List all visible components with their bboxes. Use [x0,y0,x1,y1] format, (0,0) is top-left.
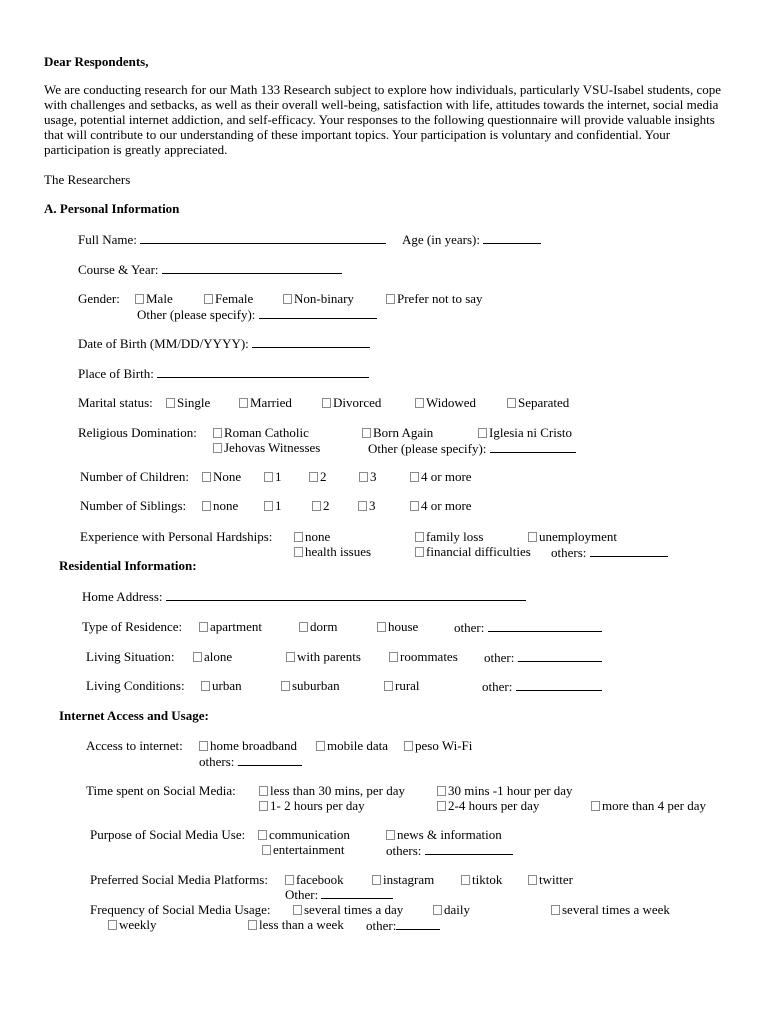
living-situation-option[interactable]: alone [193,649,232,664]
checkbox-icon[interactable] [528,875,537,885]
checkbox-icon[interactable] [166,398,175,408]
living-conditions-other-line[interactable] [516,678,602,691]
marital-option[interactable]: Married [239,395,292,410]
platforms-label: Preferred Social Media Platforms: [90,872,268,887]
checkbox-icon[interactable] [199,622,208,632]
religion-option[interactable]: Iglesia ni Cristo [478,425,572,440]
access-option[interactable]: mobile data [316,738,388,753]
intro-paragraph: We are conducting research for our Math 133 Research subject to explore how individuals, particularly VSU-Isabel students, cope with challenges and setbacks, as well as their overall well-being, satisfaction with life, attitudes towards the internet, social media usage, potential internet addiction, and self-efficacy. Your responses to the following questionnaire will provide valuable insights that will contribute to our understanding of these important topics. Your participation is voluntary and confidential. Your participation is greatly appreciated. [44,82,722,157]
frequency-option[interactable]: several times a week [551,902,670,917]
platforms-option[interactable]: twitter [528,872,573,887]
marital-option[interactable]: Separated [507,395,569,410]
time-option[interactable]: less than 30 mins, per day [259,783,405,798]
purpose-option[interactable]: entertainment [262,842,344,857]
section-heading-personal: A. Personal Information [44,201,180,216]
checkbox-icon[interactable] [135,294,144,304]
section-heading-internet: Internet Access and Usage: [59,708,209,723]
checkbox-icon[interactable] [213,428,222,438]
gender-option[interactable]: Prefer not to say [386,291,483,306]
age-line[interactable] [483,231,541,244]
checkbox-icon[interactable] [410,472,419,482]
checkbox-icon[interactable] [478,428,487,438]
checkbox-icon[interactable] [362,428,371,438]
hardships-label: Experience with Personal Hardships: [80,529,273,544]
living-conditions-option[interactable]: rural [384,678,420,693]
living-situation-other-field[interactable] [484,649,602,665]
frequency-other-line[interactable] [396,917,440,930]
course-year-field[interactable] [78,261,342,277]
religion-other-line[interactable] [490,440,576,453]
checkbox-icon[interactable] [410,501,419,511]
checkbox-icon[interactable] [415,398,424,408]
residence-type-label: Type of Residence: [82,619,183,634]
hardships-option[interactable]: family loss [415,529,483,544]
living-situation-other-line[interactable] [518,649,602,662]
checkbox-icon[interactable] [202,501,211,511]
residence-type-other-label: other: [454,620,485,635]
checkbox-icon[interactable] [285,875,294,885]
hardships-option[interactable]: financial difficulties [415,544,531,559]
checkbox-icon[interactable] [309,472,318,482]
checkbox-icon[interactable] [293,905,302,915]
siblings-label: Number of Siblings: [80,498,187,513]
religion-label: Religious Domination: [78,425,197,440]
gender-label: Gender: [78,291,120,306]
checkbox-icon[interactable] [248,920,257,930]
access-option[interactable]: peso Wi-Fi [404,738,472,753]
platforms-option[interactable]: tiktok [461,872,502,887]
siblings-option[interactable]: 4 or more [410,498,472,513]
hardships-other-field[interactable] [551,544,668,560]
full-name-field[interactable] [78,231,386,247]
signoff: The Researchers [44,172,131,187]
platforms-option[interactable]: facebook [285,872,344,887]
hardships-other-line[interactable] [590,544,668,557]
frequency-label: Frequency of Social Media Usage: [90,902,271,917]
gender-option[interactable]: Female [204,291,253,306]
age-label: Age (in years): [402,232,480,247]
frequency-other-field[interactable] [366,917,440,933]
living-conditions-option[interactable]: suburban [281,678,340,693]
children-label: Number of Children: [80,469,190,484]
gender-other-line[interactable] [259,306,377,319]
dob-field[interactable] [78,335,370,351]
checkbox-icon[interactable] [404,741,413,751]
living-conditions-other-field[interactable] [482,678,602,694]
checkbox-icon[interactable] [461,875,470,885]
religion-option[interactable]: Jehovas Witnesses [213,440,320,455]
checkbox-icon[interactable] [384,681,393,691]
time-option[interactable]: more than 4 per day [591,798,706,813]
checkbox-icon[interactable] [359,472,368,482]
greeting: Dear Respondents, [44,54,149,69]
dob-label: Date of Birth (MM/DD/YYYY): [78,336,249,351]
address-field[interactable] [82,588,526,604]
purpose-other-line[interactable] [425,842,513,855]
platforms-other-label: Other: [285,887,319,902]
purpose-option[interactable]: news & information [386,827,502,842]
frequency-option[interactable]: weekly [108,917,157,932]
course-year-label: Course & Year: [78,262,159,277]
living-conditions-label: Living Conditions: [86,678,185,693]
checkbox-icon[interactable] [193,652,202,662]
checkbox-icon[interactable] [528,532,537,542]
gender-other-field[interactable] [137,306,377,322]
living-situation-other-label: other: [484,650,515,665]
checkbox-icon[interactable] [264,472,273,482]
frequency-option[interactable]: daily [433,902,470,917]
hardships-other-label: others: [551,545,587,560]
gender-option[interactable]: Non-binary [283,291,354,306]
checkbox-icon[interactable] [507,398,516,408]
checkbox-icon[interactable] [286,652,295,662]
religion-other-label: Other (please specify): [368,441,487,456]
checkbox-icon[interactable] [259,801,268,811]
time-option[interactable]: 2-4 hours per day [437,798,539,813]
purpose-other-field[interactable] [386,842,513,858]
marital-label: Marital status: [78,395,153,410]
religion-option[interactable]: Born Again [362,425,433,440]
hardships-option[interactable]: none [294,529,330,544]
purpose-label: Purpose of Social Media Use: [90,827,246,842]
checkbox-icon[interactable] [389,652,398,662]
checkbox-icon[interactable] [299,622,308,632]
residence-type-other-line[interactable] [488,619,602,632]
section-heading-residential: Residential Information: [59,558,197,573]
gender-option[interactable]: Male [135,291,173,306]
checkbox-icon[interactable] [551,905,560,915]
checkbox-icon[interactable] [591,801,600,811]
full-name-line[interactable] [140,231,386,244]
hardships-option[interactable]: health issues [294,544,371,559]
age-field[interactable] [402,231,541,247]
checkbox-icon[interactable] [358,501,367,511]
pob-line[interactable] [157,365,369,378]
living-conditions-other-label: other: [482,679,513,694]
checkbox-icon[interactable] [262,845,271,855]
children-option[interactable]: 3 [359,469,377,484]
platforms-option[interactable]: instagram [372,872,434,887]
residence-type-option[interactable]: dorm [299,619,337,634]
religion-option[interactable]: Roman Catholic [213,425,309,440]
frequency-option[interactable]: less than a week [248,917,344,932]
residence-type-option[interactable]: apartment [199,619,262,634]
checkbox-icon[interactable] [415,532,424,542]
checkbox-icon[interactable] [433,905,442,915]
access-other-label: others: [199,754,235,769]
siblings-option[interactable]: 1 [264,498,282,513]
checkbox-icon[interactable] [239,398,248,408]
access-label: Access to internet: [86,738,183,753]
living-conditions-option[interactable]: urban [201,678,242,693]
access-option[interactable]: home broadband [199,738,297,753]
marital-option[interactable]: Widowed [415,395,476,410]
checkbox-icon[interactable] [204,294,213,304]
checkbox-icon[interactable] [283,294,292,304]
checkbox-icon[interactable] [294,547,303,557]
access-other-field[interactable] [199,753,302,769]
checkbox-icon[interactable] [202,472,211,482]
living-situation-option[interactable]: with parents [286,649,361,664]
siblings-option[interactable]: 2 [312,498,330,513]
frequency-option[interactable]: several times a day [293,902,403,917]
checkbox-icon[interactable] [281,681,290,691]
purpose-option[interactable]: communication [258,827,350,842]
checkbox-icon[interactable] [322,398,331,408]
checkbox-icon[interactable] [258,830,267,840]
hardships-option[interactable]: unemployment [528,529,617,544]
living-situation-label: Living Situation: [86,649,175,664]
full-name-label: Full Name: [78,232,137,247]
access-other-line[interactable] [238,753,302,766]
checkbox-icon[interactable] [415,547,424,557]
pob-field[interactable] [78,365,369,381]
checkbox-icon[interactable] [377,622,386,632]
time-option[interactable]: 30 mins -1 hour per day [437,783,573,798]
checkbox-icon[interactable] [316,741,325,751]
checkbox-icon[interactable] [372,875,381,885]
dob-line[interactable] [252,335,370,348]
checkbox-icon[interactable] [108,920,117,930]
checkbox-icon[interactable] [264,501,273,511]
marital-option[interactable]: Single [166,395,210,410]
checkbox-icon[interactable] [386,830,395,840]
checkbox-icon[interactable] [294,532,303,542]
purpose-other-label: others: [386,843,422,858]
residence-type-option[interactable]: house [377,619,418,634]
checkbox-icon[interactable] [312,501,321,511]
checkbox-icon[interactable] [437,786,446,796]
children-option[interactable]: 1 [264,469,282,484]
religion-other-field[interactable] [368,440,576,456]
siblings-option[interactable]: none [202,498,238,513]
children-option[interactable]: None [202,469,241,484]
checkbox-icon[interactable] [199,741,208,751]
checkbox-icon[interactable] [201,681,210,691]
frequency-other-label: other: [366,918,397,933]
children-option[interactable]: 2 [309,469,327,484]
checkbox-icon[interactable] [386,294,395,304]
pob-label: Place of Birth: [78,366,154,381]
time-option[interactable]: 1- 2 hours per day [259,798,365,813]
platforms-other-field[interactable] [285,886,393,902]
checkbox-icon[interactable] [213,443,222,453]
course-year-line[interactable] [162,261,342,274]
gender-other-label: Other (please specify): [137,307,256,322]
siblings-option[interactable]: 3 [358,498,376,513]
residence-type-other-field[interactable] [454,619,602,635]
address-label: Home Address: [82,589,163,604]
platforms-other-line[interactable] [321,886,393,899]
marital-option[interactable]: Divorced [322,395,381,410]
living-situation-option[interactable]: roommates [389,649,458,664]
children-option[interactable]: 4 or more [410,469,472,484]
time-label: Time spent on Social Media: [86,783,236,798]
address-line[interactable] [166,588,526,601]
checkbox-icon[interactable] [259,786,268,796]
checkbox-icon[interactable] [437,801,446,811]
